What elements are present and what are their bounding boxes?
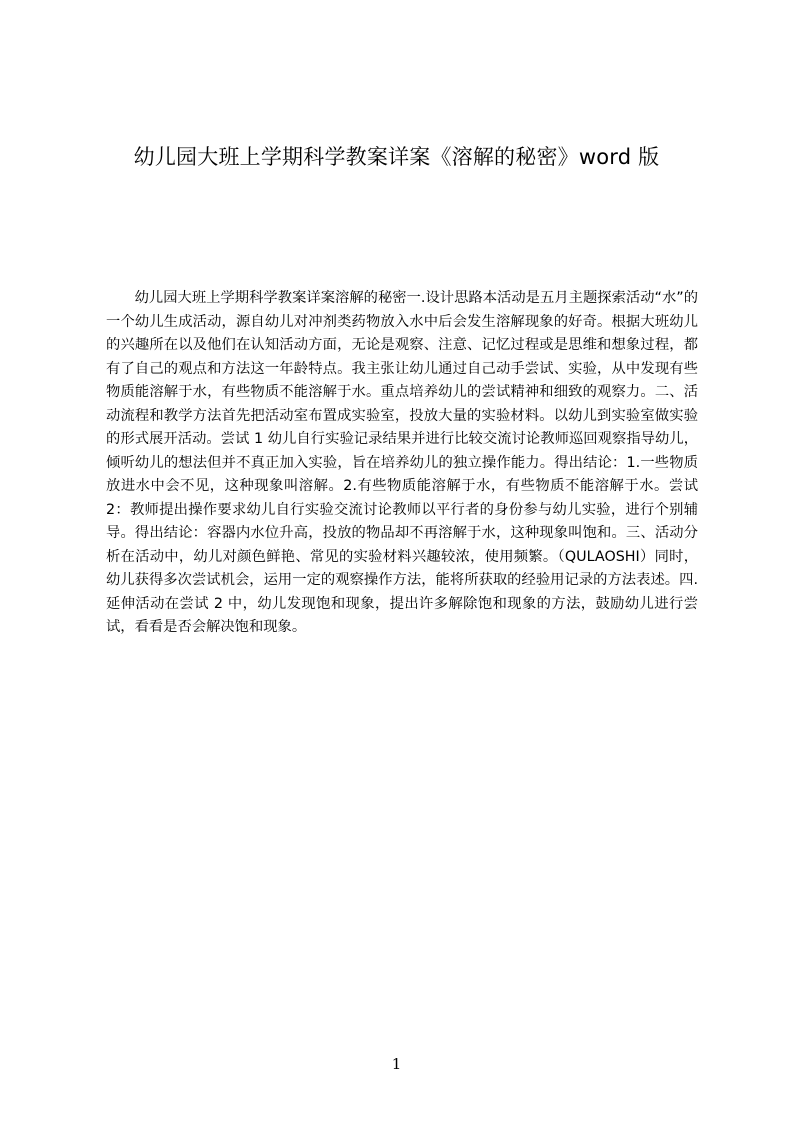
document-body-paragraph: 幼儿园大班上学期科学教案详案溶解的秘密一.设计思路本活动是五月主题探索活动“水”的一个幼儿生成活动，源自幼儿对冲剂类药物放入水中后会发生溶解现象的好奇。根据大班幼儿的兴趣所在以及他们在认知活动方面，无论是观察、注意、记忆过程或是思维和想象过程，都有了自己的观点和方法这一年龄特点。我主张让幼儿通过自己动手尝试、实验，从中发现有些物质能溶解于水，有些物质不能溶解于水。重点培养幼儿的尝试精神和细致的观察力。二、活动流程和教学方法首先把活动室布置成实验室，投放大量的实验材料。以幼儿到实验室做实验的形式展开活动。尝试 1 幼儿自行实验记录结果并进行比较交流讨论教师巡回观察指导幼儿，倾听幼儿的想法但并不真正加入实验，旨在培养幼儿的独立操作能力。得出结论：1.一些物质放进水中会不见，这种现象叫溶解。2.有些物质能溶解于水，有些物质不能溶解于水。尝试 2：教师提出操作要求幼儿自行实验交流讨论教师以平行者的身份参与幼儿实验，进行个别辅导。得出结论：容器内水位升高，投放的物品却不再溶解于水，这种现象叫饱和。三、活动分析在活动中，幼儿对颜色鲜艳、常见的实验材料兴趣较浓，使用频繁。（QULAOSHI）同时，幼儿获得多次尝试机会，运用一定的观察操作方法，能将所获取的经验用记录的方法表述。四.延伸活动在尝试 2 中，幼儿发现饱和现象，提出许多解除饱和现象的方法，鼓励幼儿进行尝试，看看是否会解决饱和现象。 — [106, 290, 698, 635]
page-number: 1 — [391, 1055, 402, 1073]
document-title: 幼儿园大班上学期科学教案详案《溶解的秘密》word 版 — [133, 145, 660, 169]
